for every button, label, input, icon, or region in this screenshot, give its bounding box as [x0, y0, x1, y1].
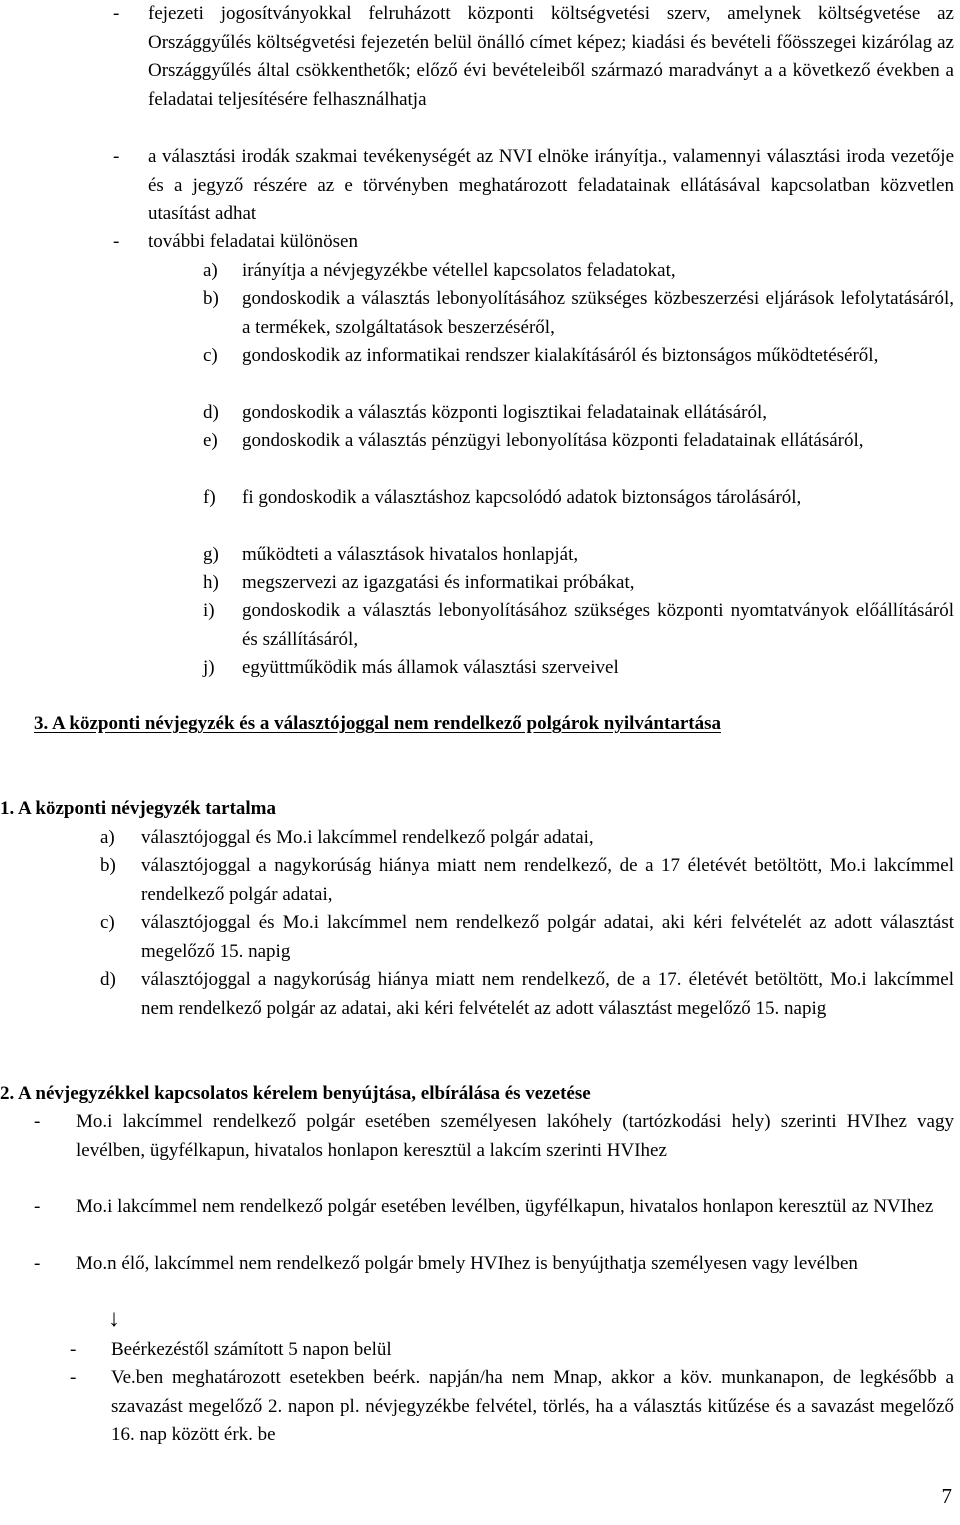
task-label: d) [203, 402, 219, 423]
task-item: gondoskodik a választás pénzügyi lebonyolítása központi feladatainak ellátásáról, [242, 430, 864, 451]
list-marker: - [70, 1367, 77, 1388]
list-marker: - [113, 146, 120, 167]
subsection-heading: 2. A névjegyzékkel kapcsolatos kérelem benyújtása, elbírálása és vezetése [0, 1083, 591, 1104]
list-item: Ve.ben meghatározott esetekben beérk. napján/ha nem Mnap, akkor a köv. munkanapon, de legkésőbb a szavazást megelőző 2. napon pl. névjegyzékbe felvétel, törlés, ha a választás kitűzése és a savazást megelőző 16. nap között érk. be [111, 1367, 954, 1445]
task-item: működteti a választások hivatalos honlapját, [242, 544, 579, 565]
task-label: c) [203, 345, 218, 366]
list-marker: - [113, 231, 120, 252]
page-number: 7 [941, 1484, 952, 1508]
list-item: választójoggal és Mo.i lakcímmel rendelkező polgár adatai, [141, 827, 594, 848]
list-label: a) [100, 827, 115, 848]
list-item: választójoggal és Mo.i lakcímmel nem rendelkező polgár adatai, aki kéri felvételét az adott választást megelőző 15. napig [141, 912, 954, 962]
list-marker: - [34, 1253, 41, 1274]
list-marker: - [113, 3, 120, 24]
list-item: a választási irodák szakmai tevékenységét az NVI elnöke irányítja., valamennyi választási iroda vezetője és a jegyző részére az e törvényben meghatározott feladatainak ellátásával kapcsolatban közvetlen utasítást adhat [148, 146, 954, 224]
task-label: g) [203, 544, 219, 565]
task-label: j) [203, 657, 215, 678]
task-item: együttműködik más államok választási szerveivel [242, 657, 619, 678]
subsection-heading: 1. A központi névjegyzék tartalma [0, 798, 277, 819]
list-item: további feladatai különösen [148, 231, 358, 252]
task-label: b) [203, 288, 219, 309]
task-label: e) [203, 430, 218, 451]
down-arrow-icon: ↓ [108, 1306, 120, 1332]
task-label: h) [203, 572, 219, 593]
list-item: Mo.i lakcímmel rendelkező polgár esetében személyesen lakóhely (tartózkodási hely) szerinti HVIhez vagy levélben, ügyfélkapun, hivatalos honlapon keresztül a lakcím szerinti HVIhez [76, 1111, 954, 1161]
list-item: választójoggal a nagykorúság hiánya miatt nem rendelkező, de a 17. életévét betöltött, Mo.i lakcímmel nem rendelkező polgár az adatai, aki kéri felvételét az adott választást megelőző 15. napig [141, 969, 954, 1019]
list-item: fejezeti jogosítványokkal felruházott központi költségvetési szerv, amelynek költségvetése az Országgyűlés költségvetési fejezetén belül önálló címet képez; kiadási és bevételi főösszegei kizárólag az Országgyűlés által csökkenthetők; előző évi bevételeiből származó maradványt a a következő években a feladatai teljesítésére felhasználhatja [148, 3, 954, 110]
list-marker: - [34, 1111, 41, 1132]
list-item: Beérkezéstől számított 5 napon belül [111, 1339, 392, 1360]
task-item: irányítja a névjegyzékbe vétellel kapcsolatos feladatokat, [242, 260, 676, 281]
list-item: választójoggal a nagykorúság hiánya miatt nem rendelkező, de a 17 életévét betöltött, Mo.i lakcímmel rendelkező polgár adatai, [141, 855, 954, 905]
task-item: megszervezi az igazgatási és informatikai próbákat, [242, 572, 635, 593]
list-label: c) [100, 912, 115, 933]
list-item: Mo.n élő, lakcímmel nem rendelkező polgár bmely HVIhez is benyújthatja személyesen vagy levélben [76, 1253, 858, 1274]
task-item: gondoskodik a választás központi logisztikai feladatainak ellátásáról, [242, 402, 767, 423]
list-label: b) [100, 855, 116, 876]
list-marker: - [34, 1196, 41, 1217]
list-item: Mo.i lakcímmel nem rendelkező polgár esetében levélben, ügyfélkapun, hivatalos honlapon keresztül az NVIhez [76, 1196, 934, 1217]
task-item: gondoskodik az informatikai rendszer kialakításáról és biztonságos működtetéséről, [242, 345, 879, 366]
task-label: a) [203, 260, 218, 281]
section-heading: 3. A központi névjegyzék és a választójoggal nem rendelkező polgárok nyilvántartása [34, 713, 721, 734]
task-item: gondoskodik a választás lebonyolításához szükséges központi nyomtatványok előállításáról és szállításáról, [242, 600, 954, 650]
task-item: gondoskodik a választás lebonyolításához szükséges közbeszerzési eljárások lefolytatásáról, a termékek, szolgáltatások beszerzéséről, [242, 288, 954, 338]
task-item: fi gondoskodik a választáshoz kapcsolódó adatok biztonságos tárolásáról, [242, 487, 802, 508]
list-label: d) [100, 969, 116, 990]
list-marker: - [70, 1339, 77, 1360]
task-label: i) [203, 600, 215, 621]
task-label: f) [203, 487, 216, 508]
